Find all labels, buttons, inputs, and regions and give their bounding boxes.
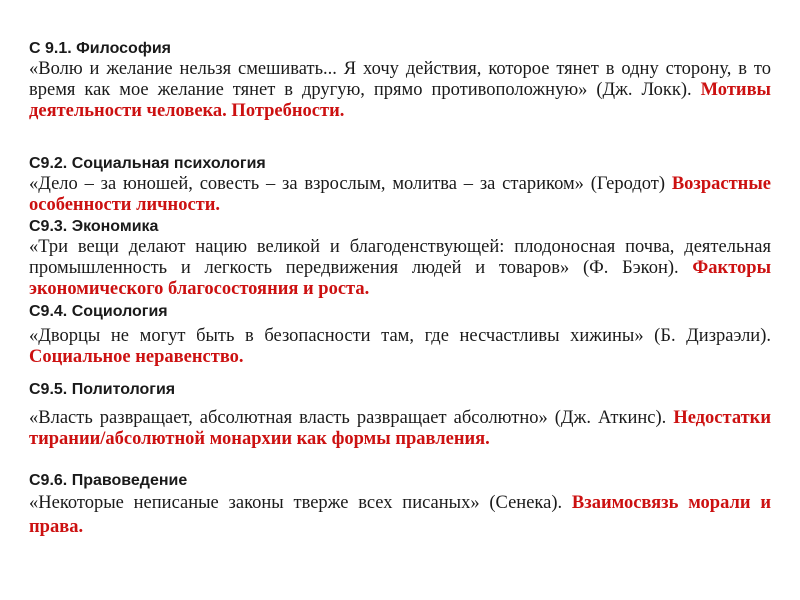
section-topic: Факторы экономического благосостояния и роста. bbox=[29, 258, 772, 299]
section-body bbox=[29, 237, 771, 300]
section-quote: «Три вещи делают нацию великой и благоденствующей: плодоносная почва, деятельная промышленность и легкость передвижения людей и товаров» (Ф. Бэкон). bbox=[29, 237, 771, 278]
section-political-science bbox=[29, 379, 771, 450]
section-heading: С9.6. Правоведение bbox=[29, 472, 188, 489]
section-heading: С9.4. Социология bbox=[29, 303, 168, 320]
section-social-psychology bbox=[29, 153, 771, 216]
section-sociology bbox=[29, 301, 771, 368]
section-quote: «Дело – за юношей, совесть – за взрослым, молитва – за стариком» (Геродот) bbox=[29, 174, 666, 194]
section-topic: Возрастные особенности личности. bbox=[29, 174, 771, 215]
section-body bbox=[29, 326, 771, 368]
section-quote: «Волю и желание нельзя смешивать... Я хочу действия, которое тянет в одну сторону, в то время как мое желание тянет в другую, прямо противоположную» (Дж. Локк). bbox=[29, 59, 771, 100]
section-quote: «Власть развращает, абсолютная власть развращает абсолютно» (Дж. Аткинс). bbox=[29, 408, 667, 428]
section-quote: «Некоторые неписаные законы тверже всех писаных» (Сенека). bbox=[29, 493, 563, 513]
section-body bbox=[29, 408, 771, 450]
section-body bbox=[29, 59, 771, 122]
section-heading: С9.2. Социальная психология bbox=[29, 155, 266, 172]
section-philosophy bbox=[29, 38, 771, 122]
section-body bbox=[29, 174, 771, 216]
section-heading: С9.3. Экономика bbox=[29, 218, 159, 235]
section-body bbox=[29, 491, 771, 539]
section-topic: Недостатки тирании/абсолютной монархии как формы правления. bbox=[29, 408, 771, 449]
section-topic: Социальное неравенство. bbox=[29, 347, 244, 367]
section-economics bbox=[29, 216, 771, 300]
section-quote: «Дворцы не могут быть в безопасности там, где несчастливы хижины» (Б. Дизраэли). bbox=[29, 326, 771, 346]
section-heading: С 9.1. Философия bbox=[29, 40, 171, 57]
section-law bbox=[29, 470, 771, 539]
section-heading: С9.5. Политология bbox=[29, 381, 176, 398]
section-topic: Взаимосвязь морали и права. bbox=[29, 493, 771, 537]
section-topic: Мотивы деятельности человека. Потребности. bbox=[29, 80, 771, 121]
